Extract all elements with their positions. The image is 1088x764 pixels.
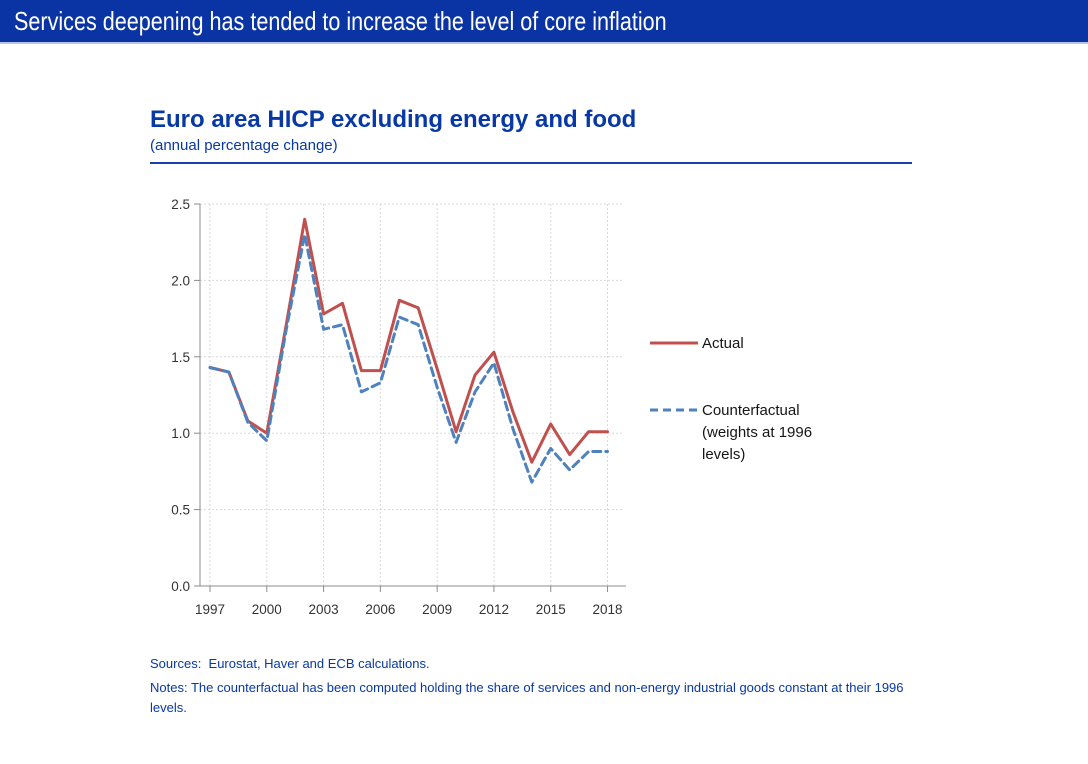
x-tick-label: 2015 (535, 602, 566, 617)
x-tick-label: 2003 (308, 602, 339, 617)
slide-title-banner (0, 0, 1088, 44)
legend-counterfactual-label-line: levels) (702, 446, 746, 463)
x-tick-label: 2006 (365, 602, 396, 617)
y-tick-label: 2.0 (171, 273, 190, 289)
legend-counterfactual-label-line: (weights at 1996 (702, 424, 813, 441)
y-tick-label: 2.5 (171, 197, 190, 212)
methodology-note: Notes: The counterfactual has been computed holding the share of services and non-energy industrial goods constant at their 1996 levels. (150, 680, 904, 716)
gridlines (200, 204, 624, 586)
x-tick-label: 1997 (194, 602, 226, 617)
x-tick-label: 2018 (592, 602, 623, 617)
hicp-line-chart (150, 190, 930, 642)
y-tick-label: 0.0 (171, 579, 190, 594)
x-tick-label: 2012 (478, 602, 509, 617)
sources-note: Sources: Eurostat, Haver and ECB calculations. (150, 656, 430, 671)
x-tick-label: 2009 (422, 602, 453, 617)
y-tick-label: 0.5 (171, 502, 190, 518)
legend-counterfactual-label-line: Counterfactual (702, 402, 800, 419)
series-actual (210, 219, 608, 462)
slide-title: Services deepening has tended to increase the level of core inflation (14, 6, 667, 36)
axes (194, 204, 626, 592)
y-tick-label: 1.0 (171, 426, 190, 442)
chart-subtitle: (annual percentage change) (150, 137, 338, 154)
chart-title: Euro area HICP excluding energy and food (150, 106, 637, 133)
axis-labels (171, 197, 622, 617)
series-counterfactual (210, 235, 608, 483)
legend (650, 335, 812, 463)
title-underline-rule (150, 162, 912, 164)
y-tick-label: 1.5 (171, 349, 190, 365)
legend-actual-label: Actual (702, 335, 744, 352)
x-tick-label: 2000 (251, 602, 282, 617)
